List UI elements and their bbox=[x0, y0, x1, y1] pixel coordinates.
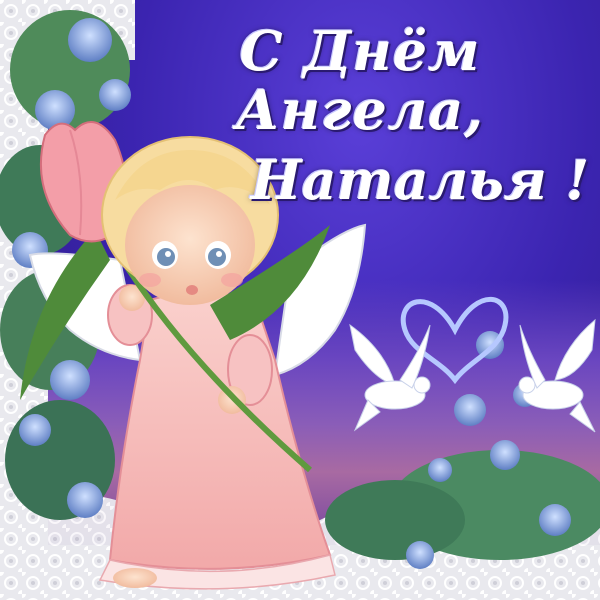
greeting-line-1: С Днём Ангела, bbox=[235, 19, 485, 143]
greeting-text bbox=[120, 19, 600, 212]
dove-left bbox=[350, 325, 430, 430]
dove-right bbox=[519, 320, 595, 432]
right-roses bbox=[325, 331, 600, 569]
greeting-line-2: Наталья ! bbox=[250, 147, 590, 212]
